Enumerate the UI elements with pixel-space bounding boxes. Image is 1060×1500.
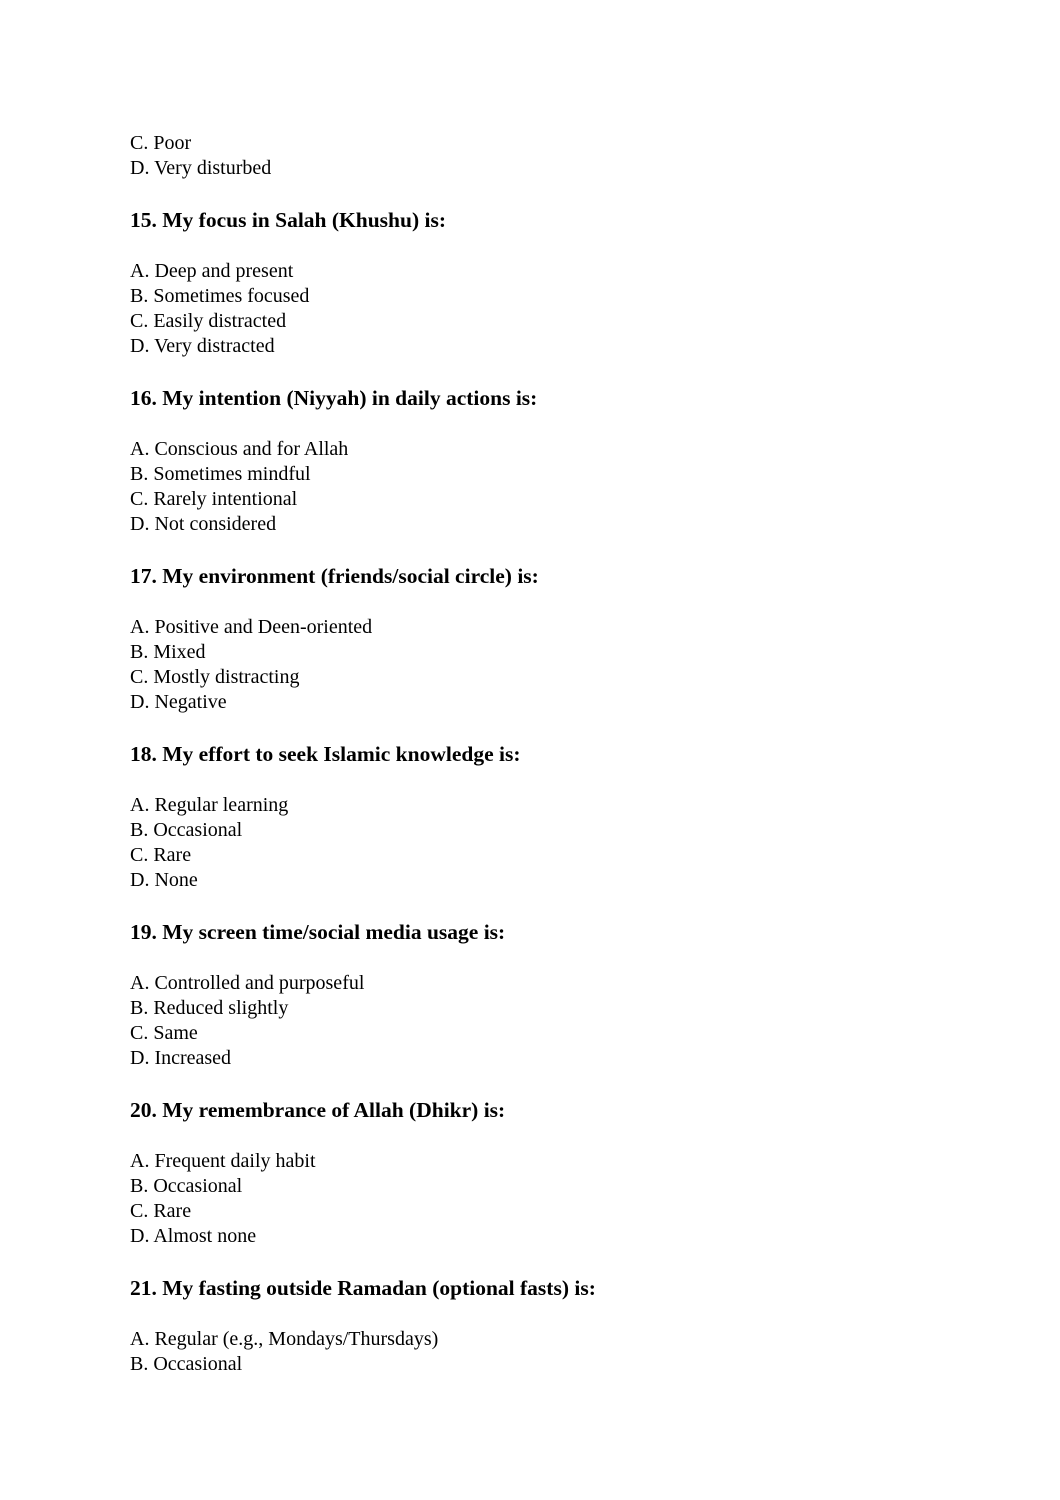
- option-line: C. Rare: [130, 1200, 192, 1222]
- question-14-options-partial: [130, 131, 980, 181]
- option-line: B. Sometimes mindful: [130, 463, 311, 485]
- option-line: B. Mixed: [130, 641, 206, 663]
- option-line: D. Very disturbed: [130, 157, 272, 179]
- option-line: A. Regular learning: [130, 794, 289, 816]
- option-line: C. Rare: [130, 844, 192, 866]
- question-18-title: 18. My effort to seek Islamic knowledge is:: [130, 742, 521, 766]
- question-18-options: [130, 793, 980, 893]
- option-line: A. Controlled and purposeful: [130, 972, 365, 994]
- option-line: C. Same: [130, 1022, 198, 1044]
- question-20-title: 20. My remembrance of Allah (Dhikr) is:: [130, 1098, 506, 1122]
- option-line: D. Almost none: [130, 1225, 257, 1247]
- option-line: A. Conscious and for Allah: [130, 438, 349, 460]
- question-19-options: [130, 971, 980, 1071]
- option-line: D. Increased: [130, 1047, 232, 1069]
- option-line: B. Occasional: [130, 819, 243, 841]
- question-15-options: [130, 259, 980, 359]
- question-19-title: 19. My screen time/social media usage is:: [130, 920, 506, 944]
- question-21-options: [130, 1327, 980, 1377]
- option-line: B. Sometimes focused: [130, 285, 310, 307]
- question-17-options: [130, 615, 980, 715]
- option-line: B. Reduced slightly: [130, 997, 289, 1019]
- option-line: C. Rarely intentional: [130, 488, 298, 510]
- question-16-options: [130, 437, 980, 537]
- option-line: A. Frequent daily habit: [130, 1150, 316, 1172]
- question-20-options: [130, 1149, 980, 1249]
- option-line: D. Negative: [130, 691, 227, 713]
- option-line: B. Occasional: [130, 1175, 243, 1197]
- option-line: C. Poor: [130, 132, 192, 154]
- question-21-title: 21. My fasting outside Ramadan (optional fasts) is:: [130, 1276, 596, 1300]
- question-17-title: 17. My environment (friends/social circle) is:: [130, 564, 539, 588]
- option-line: B. Occasional: [130, 1353, 243, 1375]
- option-line: D. Very distracted: [130, 335, 275, 357]
- option-line: C. Easily distracted: [130, 310, 287, 332]
- option-line: C. Mostly distracting: [130, 666, 300, 688]
- question-15-title: 15. My focus in Salah (Khushu) is:: [130, 208, 447, 232]
- question-16-title: 16. My intention (Niyyah) in daily actions is:: [130, 386, 538, 410]
- option-line: A. Regular (e.g., Mondays/Thursdays): [130, 1328, 439, 1350]
- option-line: D. None: [130, 869, 198, 891]
- option-line: D. Not considered: [130, 513, 277, 535]
- option-line: A. Positive and Deen-oriented: [130, 616, 373, 638]
- option-line: A. Deep and present: [130, 260, 294, 282]
